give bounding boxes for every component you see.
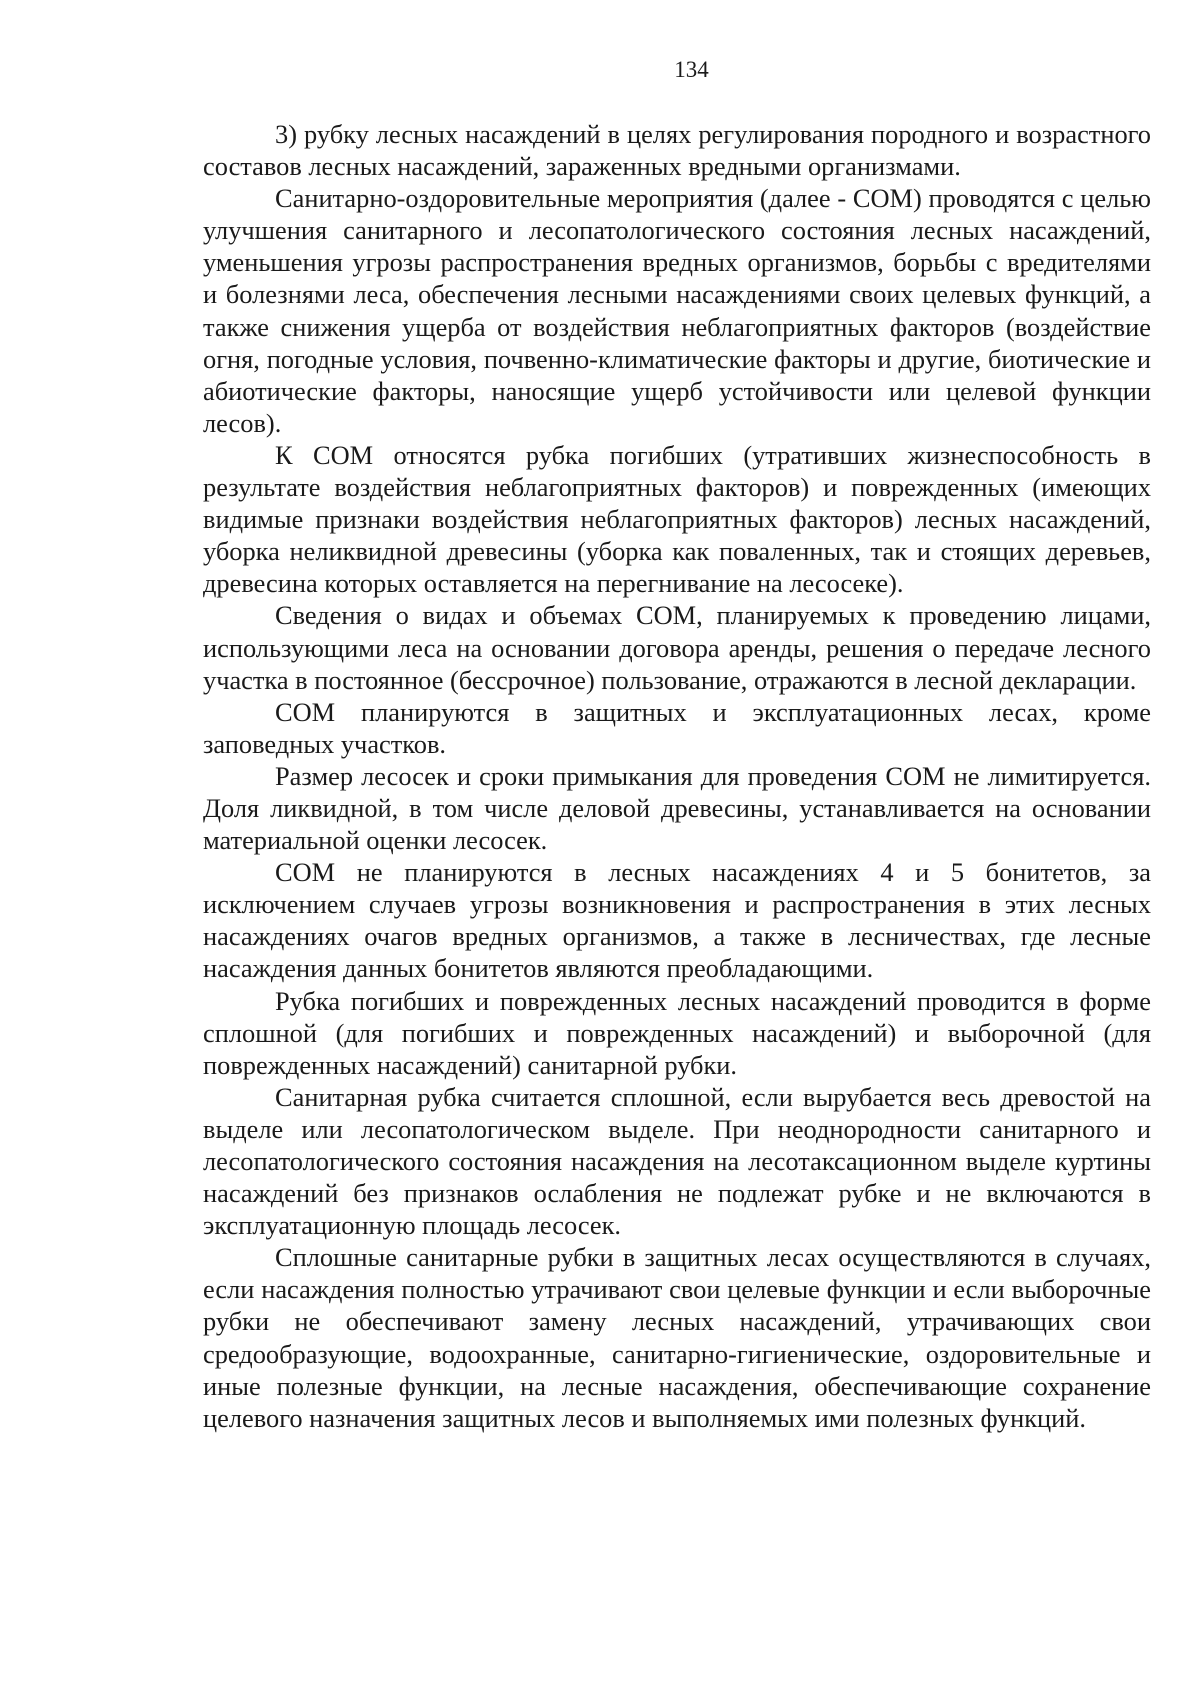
paragraph-som-scope: К СОМ относятся рубка погибших (утративших жизнеспособность в результате воздействия неблагоприятных факторов) и поврежденных (имеющих видимые признаки воздействия неблагоприятных факторов) лесных насаждений, уборка неликвидной древесины (уборка как поваленных, так и стоящих деревьев, древесина которых оставляется на перегнивание на лесосеке).	[203, 439, 1151, 599]
paragraph-clear-sanitary-felling: Санитарная рубка считается сплошной, если вырубается весь древостой на выделе или лесопатологическом выделе. При неоднородности санитарного и лесопатологического состояния насаждения на лесотаксационном выделе куртины насаждений без признаков ослабления не подлежат рубке и не включаются в эксплуатационную площадь лесосек.	[203, 1081, 1151, 1241]
paragraph-bonitet-exclusion: СОМ не планируются в лесных насаждениях 4 и 5 бонитетов, за исключением случаев угрозы возникновения и распространения в этих лесных насаждениях очагов вредных организмов, а также в лесничествах, где лесные насаждения данных бонитетов являются преобладающими.	[203, 857, 1151, 984]
paragraph-protective-forests: Сплошные санитарные рубки в защитных лесах осуществляются в случаях, если насаждения полностью утрачивают свои целевые функции и если выборочные рубки не обеспечивают замену лесных насаждений, утрачивающих свои средообразующие, водоохранные, санитарно-гигиенические, оздоровительные и иные полезные функции, на лесные насаждения, обеспечивающие сохранение целевого назначения защитных лесов и выполняемых ими полезных функций.	[203, 1242, 1151, 1433]
paragraph-felling-regulation: 3) рубку лесных насаждений в целях регулирования породного и возрастного составов лесных насаждений, зараженных вредными организмами.	[203, 119, 1151, 182]
paragraph-felling-forms: Рубка погибших и поврежденных лесных насаждений проводится в форме сплошной (для погибших и поврежденных насаждений) и выборочной (для поврежденных насаждений) санитарной рубки.	[203, 985, 1151, 1080]
page-number: 134	[674, 57, 709, 82]
paragraph-cutting-area-size: Размер лесосек и сроки примыкания для проведения СОМ не лимитируется. Доля ликвидной, в том числе деловой древесины, устанавливается на основании материальной оценки лесосек.	[203, 760, 1151, 856]
paragraph-som-forest-types: СОМ планируются в защитных и эксплуатационных лесах, кроме заповедных участков.	[203, 696, 1151, 759]
document-body	[203, 118, 1151, 1434]
paragraph-som-definition: Санитарно-оздоровительные мероприятия (далее - СОМ) проводятся с целью улучшения санитарного и лесопатологического состояния лесных насаждений, уменьшения угрозы распространения вредных организмов, борьбы с вредителями и болезнями леса, обеспечения лесными насаждениями своих целевых функций, а также снижения ущерба от воздействия неблагоприятных факторов (воздействие огня, погодные условия, почвенно-климатические факторы и другие, биотические и абиотические факторы, наносящие ущерб устойчивости или целевой функции лесов).	[203, 183, 1151, 438]
paragraph-som-declaration: Сведения о видах и объемах СОМ, планируемых к проведению лицами, использующими леса на основании договора аренды, решения о передаче лесного участка в постоянное (бессрочное) пользование, отражаются в лесной декларации.	[203, 600, 1151, 695]
